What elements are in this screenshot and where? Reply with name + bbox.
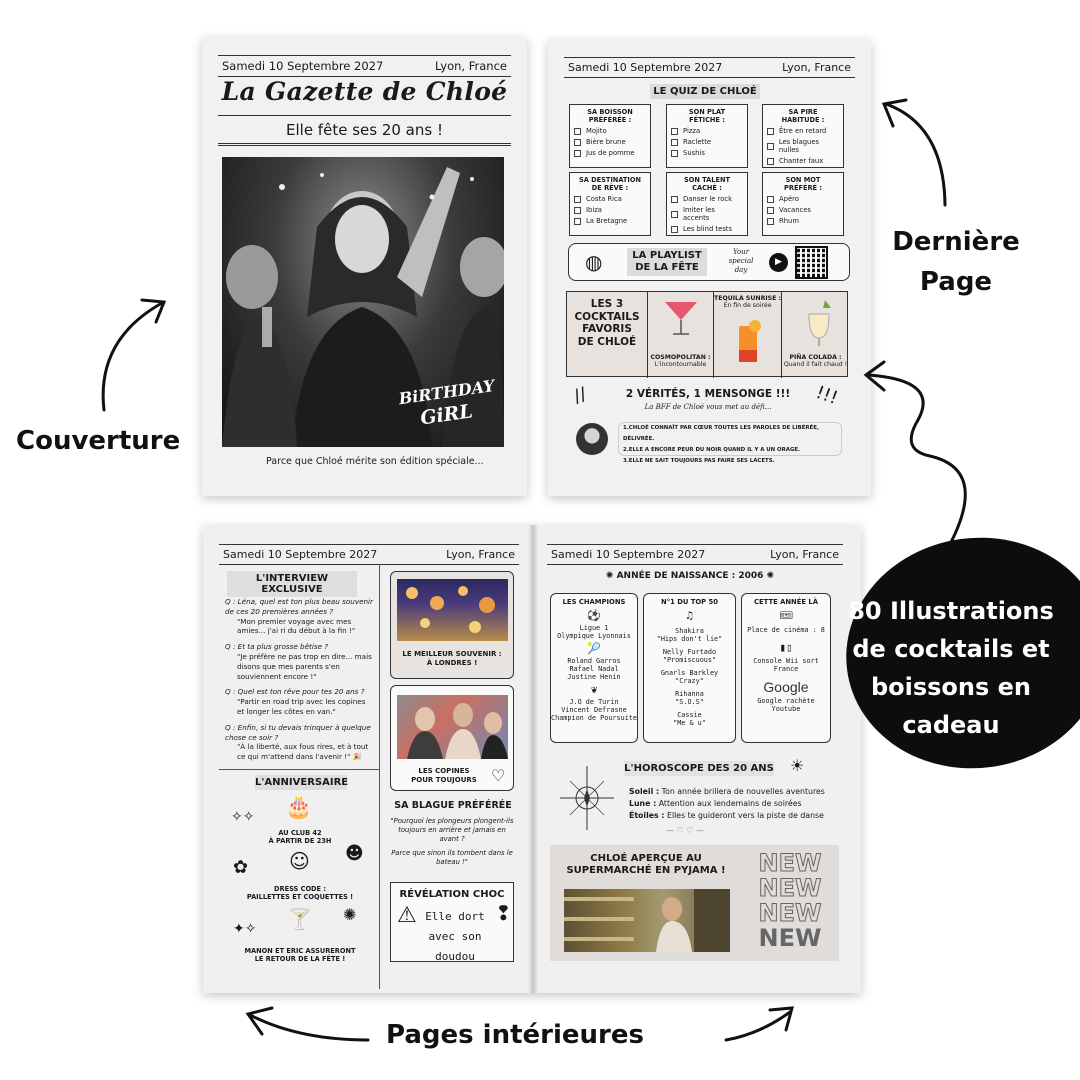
friends-caption-l1: LES COPINES [418,767,470,775]
quiz-q3-opt1[interactable]: Être en retard [767,127,839,135]
bubble-l4: cadeau [902,711,1000,739]
cover-place: Lyon, France [434,59,507,73]
joke-a: Parce que sinon ils tombent dans le bateau !" [391,849,513,866]
interview-q1: Q : Léna, quel est ton plus beau souvenir de ces 20 premières années ? [225,597,374,616]
quiz-q4-l2: DE RÊVE : [591,184,629,192]
cosmo-name: COSMOPOLITAN : [650,354,711,361]
right-place: Lyon, France [770,548,839,561]
truth-2: 2.ELLE A ENCORE PEUR DU NOIR QUAND IL Y A UN ORAGE. [623,447,801,453]
tennis-icon: 🎾 [587,642,601,655]
quiz-q6-opt1[interactable]: Apéro [767,195,839,203]
truths-subtitle: La BFF de Chloé vous met au défi... [644,403,772,411]
truths-title: 2 VÉRITÉS, 1 MENSONGE !!! [625,388,791,400]
quiz-title: LE QUIZ DE CHLOÉ [650,84,760,99]
cover-masthead: La Gazette de Chloé [221,77,508,106]
pina-name: PIÑA COLADA : [789,354,842,361]
quiz-q4-opt2[interactable]: Ibiza [574,206,646,214]
cocktails-title-l4: DE CHLOÉ [577,335,637,348]
year-2a: Console Wii sort [753,657,819,665]
cover-arrow-icon [103,303,162,410]
top-1b: "Hips don't lie" [656,635,723,643]
quiz-q1-opt2[interactable]: Bière brune [574,138,646,146]
champ-3b: Vincent Defrasne [561,706,627,714]
exclaim-right-icon: !!! [813,381,841,410]
sticker-line-1: BiRTHDAY [397,376,496,409]
year-3a: Google rachète [757,697,815,705]
quiz-q3-opt2[interactable]: Les blagues nulles [767,138,839,154]
warning-icon: ⚠ [397,903,417,928]
burst-icon: ✺ [343,905,357,924]
quiz-q1-l1: SA BOISSON [587,108,633,116]
new-3: NEW [758,899,822,927]
bubble-l2: de cocktails et [852,635,1050,663]
anniv-2-l2: PAILLETTES ET COQUETTES ! [246,893,354,901]
interview-q2: Q : Et ta plus grosse bêtise ? [225,642,329,652]
new-1: NEW [758,849,822,877]
joke-title: SA BLAGUE PRÉFÉRÉE [394,800,512,811]
last-page-callout-l1: Dernière [892,227,1020,257]
inner-pages-callout: Pages intérieures [386,1020,644,1050]
exclaim-icon: ❢ [495,901,512,925]
interview-q3: Q : Quel est ton rêve pour tes 20 ans ? [225,687,365,697]
interview-a1: "Mon premier voyage avec mes amies... j'ai ri du début à la fin !" [237,616,356,636]
exclaim-left-icon: // [570,383,590,408]
quiz-q2-opt1[interactable]: Pizza [671,127,743,135]
reveal-l1: Elle dort [425,910,485,923]
wii-console-icon: ▮▯ [779,641,793,654]
horo-2-val: Attention aux lendemains de soirées [658,799,802,808]
playlist-l2: DE LA FÊTE [635,262,699,273]
reveal-title: RÉVÉLATION CHOC [399,889,505,900]
quiz-q3-l2: HABITUDE : [781,116,825,124]
playlist-note-l3: day [734,266,748,274]
champ-2c: Justine Henin [567,673,621,681]
top-3b: "Crazy" [675,677,704,685]
birth-star-right-icon: ✺ [763,571,775,581]
anniv-1-l1: AU CLUB 42 [278,829,322,837]
new-2: NEW [758,874,822,902]
top-4b: "S.O.S" [675,698,704,706]
bubble-arrow-icon [868,375,965,548]
cocktails-title-l3: FAVORIS [582,323,632,335]
cinema-ticket-icon: 🎟 [779,609,793,622]
quiz-q3-opt3[interactable]: Chanter faux [767,157,839,165]
quiz-q5-opt3[interactable]: Les blind tests [671,225,743,233]
laurel-icon: ❦ [590,683,598,696]
top50-title: N°1 DU TOP 50 [661,598,718,606]
anniv-3-l2: LE RETOUR DE LA FÊTE ! [254,955,346,963]
year-3b: Youtube [771,705,801,713]
quiz-q4-opt3[interactable]: La Bretagne [574,217,646,225]
top-2a: Nelly Furtado [662,648,717,656]
joke-q: "Pourquoi les plongeurs plongent-ils toujours en arrière et jamais en avant ? [390,817,514,843]
quiz-q4-l1: SA DESTINATION [578,176,641,184]
champ-2a: Roland Garros [567,657,621,665]
horo-1-key: Soleil : [629,787,660,796]
horo-3-val: Elles te guideront vers la piste de danse [667,811,824,820]
football-icon: ⚽ [587,609,601,622]
drinks-icon: 🍸 [287,907,312,931]
birth-year-text: ANNÉE DE NAISSANCE : 2006 [616,571,764,581]
horoscope-title: L'HOROSCOPE DES 20 ANS [624,763,774,774]
birth-star-left-icon: ✺ [605,571,617,581]
playlist-note-l2: special [728,257,754,265]
left-date: Samedi 10 Septembre 2027 [223,548,378,561]
last-page-callout-l2: Page [919,267,993,297]
news-title-l1: CHLOÉ APERÇUE AU [590,853,702,864]
music-notes-icon: ♫ [686,609,693,622]
quiz-q5-opt1[interactable]: Danser le rock [671,195,743,203]
smiley-icon: ☻ [345,843,364,864]
this-year-1: Place de cinéma : 8 [747,626,825,634]
inner-left-arrow-icon [252,1016,368,1040]
interview-a2: "Je préfère ne pas trop en dire... mais disons que mes parents s'en souviennent encore !" [237,651,372,681]
truth-3: 3.ELLE NE SAIT TOUJOURS PAS FAIRE SES LACETS. [623,458,775,464]
cosmo-desc: L'incontournable [654,361,707,368]
london-caption-l2: À LONDRES ! [426,659,478,667]
last-page-callout [876,222,1036,302]
cover-date: Samedi 10 Septembre 2027 [222,59,384,73]
top-3a: Gnarls Barkley [660,669,719,677]
hearts-divider-icon: — ♡ ♡ — [666,826,704,835]
truth-1: 1.CHLOÉ CONNAÎT PAR CŒUR TOUTES LES PAROLES DE LIBÉRÉE, DÉLIVRÉE. [623,425,819,442]
anniv-3-l1: MANON ET ERIC ASSURERONT [244,947,356,955]
interview-q4: Q : Enfin, si tu devais trinquer à quelque chose ce soir ? [225,722,371,742]
new-4: NEW [758,924,822,952]
quiz-q4-opt1[interactable]: Costa Rica [574,195,646,203]
friends-caption-l2: POUR TOUJOURS [411,776,477,784]
quiz-q5-opt2[interactable]: Imiter les accents [671,206,743,222]
top-2b: "Promiscuous" [662,656,717,664]
horo-2-key: Lune : [629,799,657,808]
horo-1-val: Ton année brillera de nouvelles aventures [661,787,825,796]
last-date: Samedi 10 Septembre 2027 [568,61,723,74]
cocktails-title-l1: LES 3 [590,298,624,310]
playlist-l1: LA PLAYLIST [632,250,702,261]
quiz-q6-l2: PRÉFÉRÉ : [784,184,822,192]
cocktails-title-l2: COCKTAILS [574,310,640,323]
anniv-1-l2: À PARTIR DE 23H [268,837,332,845]
quiz-q3-l1: SA PIRE [788,108,818,116]
quiz-q2-l2: FÉTICHE : [689,116,725,124]
tequila-name: TEQUILA SUNRISE : [714,295,781,302]
quiz-q5-l1: SON TALENT [684,176,730,184]
quiz-q1-opt1[interactable]: Mojito [574,127,646,135]
champ-3a: J.O de Turin [569,698,619,706]
sparkle-icon: ✦✧ [233,921,257,937]
cake-icon: 🎂 [285,795,313,820]
heart-icon: ♡ [491,766,506,785]
interview-title: L'INTERVIEW EXCLUSIVE [227,571,357,597]
quiz-q6-opt3[interactable]: Rhum [767,217,839,225]
cover-footer: Parce que Chloé mérite son édition spéciale... [266,456,484,467]
tequila-desc: En fin de soirée [723,302,772,309]
right-date: Samedi 10 Septembre 2027 [551,548,706,561]
play-button-icon[interactable]: ▶ [769,253,788,272]
sticker-line-2: GiRL [418,400,475,430]
champions-title: LES CHAMPIONS [562,598,626,606]
flower-icon: ✿ [233,857,249,878]
anniversary-title: L'ANNIVERSAIRE [255,777,349,788]
quiz-q2-opt2[interactable]: Raclette [671,138,743,146]
top-5a: Cassie [677,711,702,719]
anniv-2-l1: DRESS CODE : [274,885,326,893]
bubble-l1: 80 Illustrations [848,597,1054,625]
cover-headline: Elle fête ses 20 ans ! [286,121,443,139]
last-page-arrow-icon [886,104,945,205]
quiz-q2-l1: SON PLAT [688,108,726,116]
quiz-q6-l1: SON MOT [785,176,821,184]
cover-callout: Couverture [16,426,181,456]
last-place: Lyon, France [782,61,851,74]
champ-1b: Olympique Lyonnais [557,632,631,640]
google-logo: Google [763,679,809,695]
left-place: Lyon, France [446,548,515,561]
sunrise-icon: ☀ [790,756,805,775]
top-4a: Rihanna [675,690,704,698]
quiz-q5-l2: CACHÉ : [692,184,722,192]
champ-2b: Rafael Nadal [569,665,619,673]
year-2b: France [773,665,799,673]
disco-ball-icon: ◍ [585,250,603,274]
bubble-l3: boissons en [870,673,1032,701]
champ-1a: Ligue 1 [579,624,609,632]
horo-3-key: Étoiles : [629,811,665,820]
quiz-q1-opt3[interactable]: Jus de pomme [574,149,646,157]
top-5b: "Me & u" [673,719,706,727]
this-year-title: CETTE ANNÉE LÀ [754,598,818,606]
inner-right-arrow-icon [726,1012,790,1040]
news-title-l2: SUPERMARCHÉ EN PYJAMA ! [566,865,726,876]
champ-3c: Champion de Poursuite [551,714,637,722]
interview-a4: "À la liberté, aux fous rires, et à tout ce qui m'attend dans l'avenir !" 🎉 [237,742,369,762]
quiz-q2-opt3[interactable]: Sushis [671,149,743,157]
quiz-q1-l2: PRÉFÉRÉE : [588,116,632,124]
interview-a3: "Partir en road trip avec les copines et longer les côtes en van." [237,697,366,716]
bubble-text [840,592,1062,744]
stars-doodle-icon: ✧✧ [231,809,255,825]
pina-desc: Quand il fait chaud ! [783,361,848,368]
playlist-note-l1: Your [732,248,750,256]
reveal-l2: avec son doudou [428,930,482,963]
top-1a: Shakira [675,627,704,635]
quiz-q6-opt2[interactable]: Vacances [767,206,839,214]
girl-portrait-icon: ☺ [289,849,310,873]
london-caption-l1: LE MEILLEUR SOUVENIR : [402,650,502,658]
